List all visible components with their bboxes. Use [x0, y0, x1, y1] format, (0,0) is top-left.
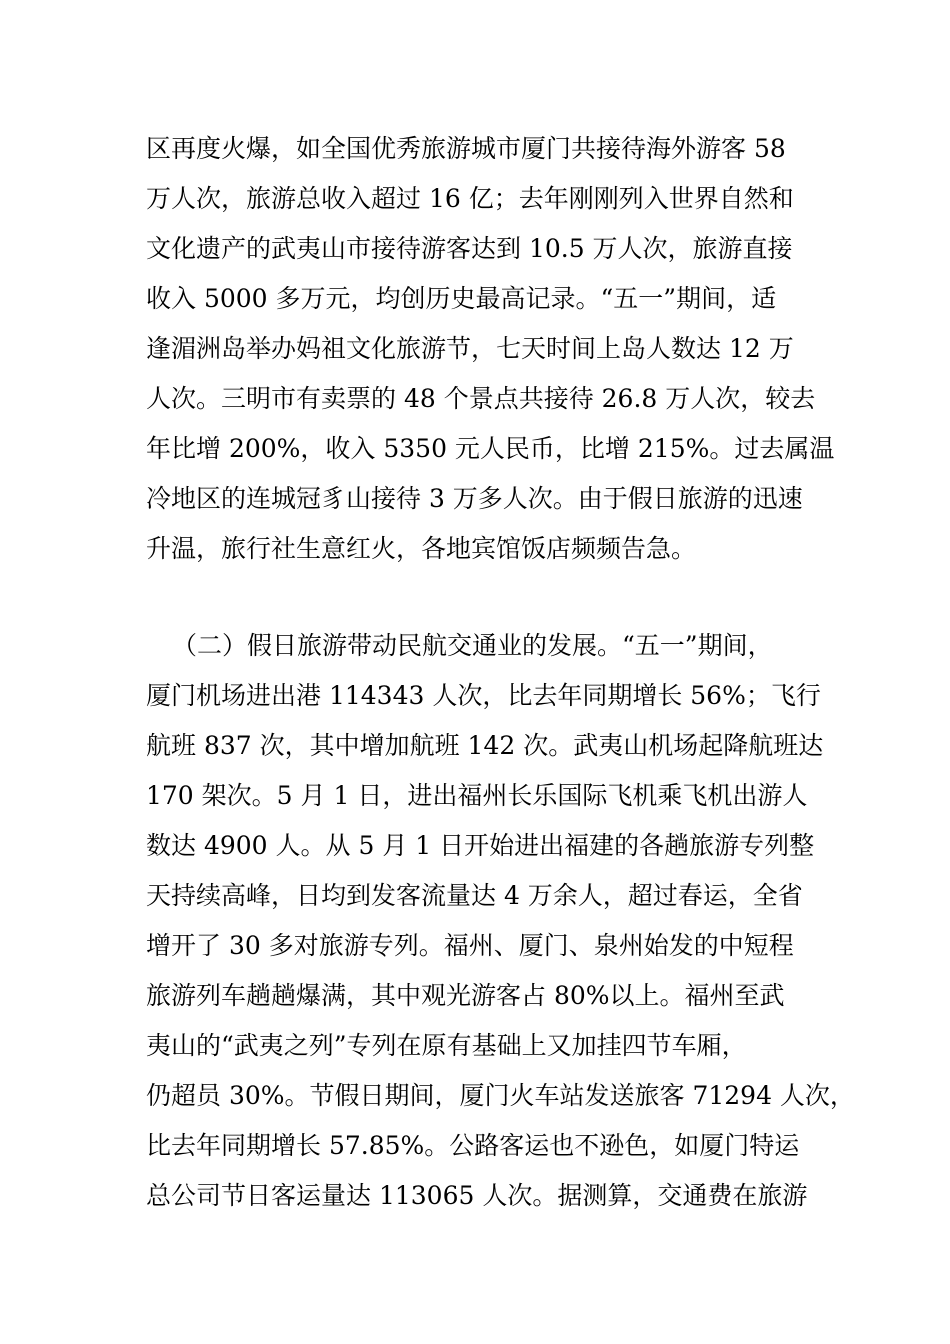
paragraph-2-line-12: 总公司节日客运量达 113065 人次。据测算，交通费在旅游: [146, 1181, 808, 1210]
paragraph-2-line-10: 仍超员 30%。节假日期间，厦门火车站发送旅客 71294 人次，: [146, 1081, 855, 1110]
paragraph-2-line-8: 旅游列车趟趟爆满，其中观光游客占 80%以上。福州至武: [146, 981, 785, 1010]
paragraph-1-line-7: 年比增 200%，收入 5350 元人民币，比增 215%。过去属温: [146, 434, 835, 463]
paragraph-1-line-6: 人次。三明市有卖票的 48 个景点共接待 26.8 万人次，较去: [146, 384, 816, 413]
paragraph-2-line-2: 厦门机场进出港 114343 人次，比去年同期增长 56%；飞行: [146, 681, 821, 710]
paragraph-2-line-7: 增开了 30 多对旅游专列。福州、厦门、泉州始发的中短程: [146, 931, 794, 960]
paragraph-2-line-11: 比去年同期增长 57.85%。公路客运也不逊色，如厦门特运: [146, 1131, 800, 1160]
paragraph-1-line-1: 区再度火爆，如全国优秀旅游城市厦门共接待海外游客 58: [146, 134, 786, 163]
paragraph-2-line-5: 数达 4900 人。从 5 月 1 日开始进出福建的各趟旅游专列整: [146, 831, 815, 860]
paragraph-1-line-2: 万人次，旅游总收入超过 16 亿；去年刚刚列入世界自然和: [146, 184, 794, 213]
paragraph-2-line-4: 170 架次。5 月 1 日，进出福州长乐国际飞机乘飞机出游人: [146, 781, 808, 810]
paragraph-2-line-9: 夷山的“武夷之列”专列在原有基础上又加挂四节车厢，: [146, 1031, 747, 1060]
paragraph-1-line-3: 文化遗产的武夷山市接待游客达到 10.5 万人次，旅游直接: [146, 234, 793, 263]
paragraph-2-line-1: （二）假日旅游带动民航交通业的发展。“五一”期间，: [172, 631, 773, 660]
paragraph-1-line-4: 收入 5000 多万元，均创历史最高记录。“五一”期间，适: [146, 284, 777, 313]
paragraph-2-line-6: 天持续高峰，日均到发客流量达 4 万余人，超过春运，全省: [146, 881, 803, 910]
paragraph-1-line-5: 逢湄洲岛举办妈祖文化旅游节，七天时间上岛人数达 12 万: [146, 334, 794, 363]
paragraph-2-line-3: 航班 837 次，其中增加航班 142 次。武夷山机场起降航班达: [146, 731, 824, 760]
paragraph-1-line-9: 升温，旅行社生意红火，各地宾馆饭店频频告急。: [146, 534, 697, 563]
paragraph-1-line-8: 冷地区的连城冠豸山接待 3 万多人次。由于假日旅游的迅速: [146, 484, 803, 513]
